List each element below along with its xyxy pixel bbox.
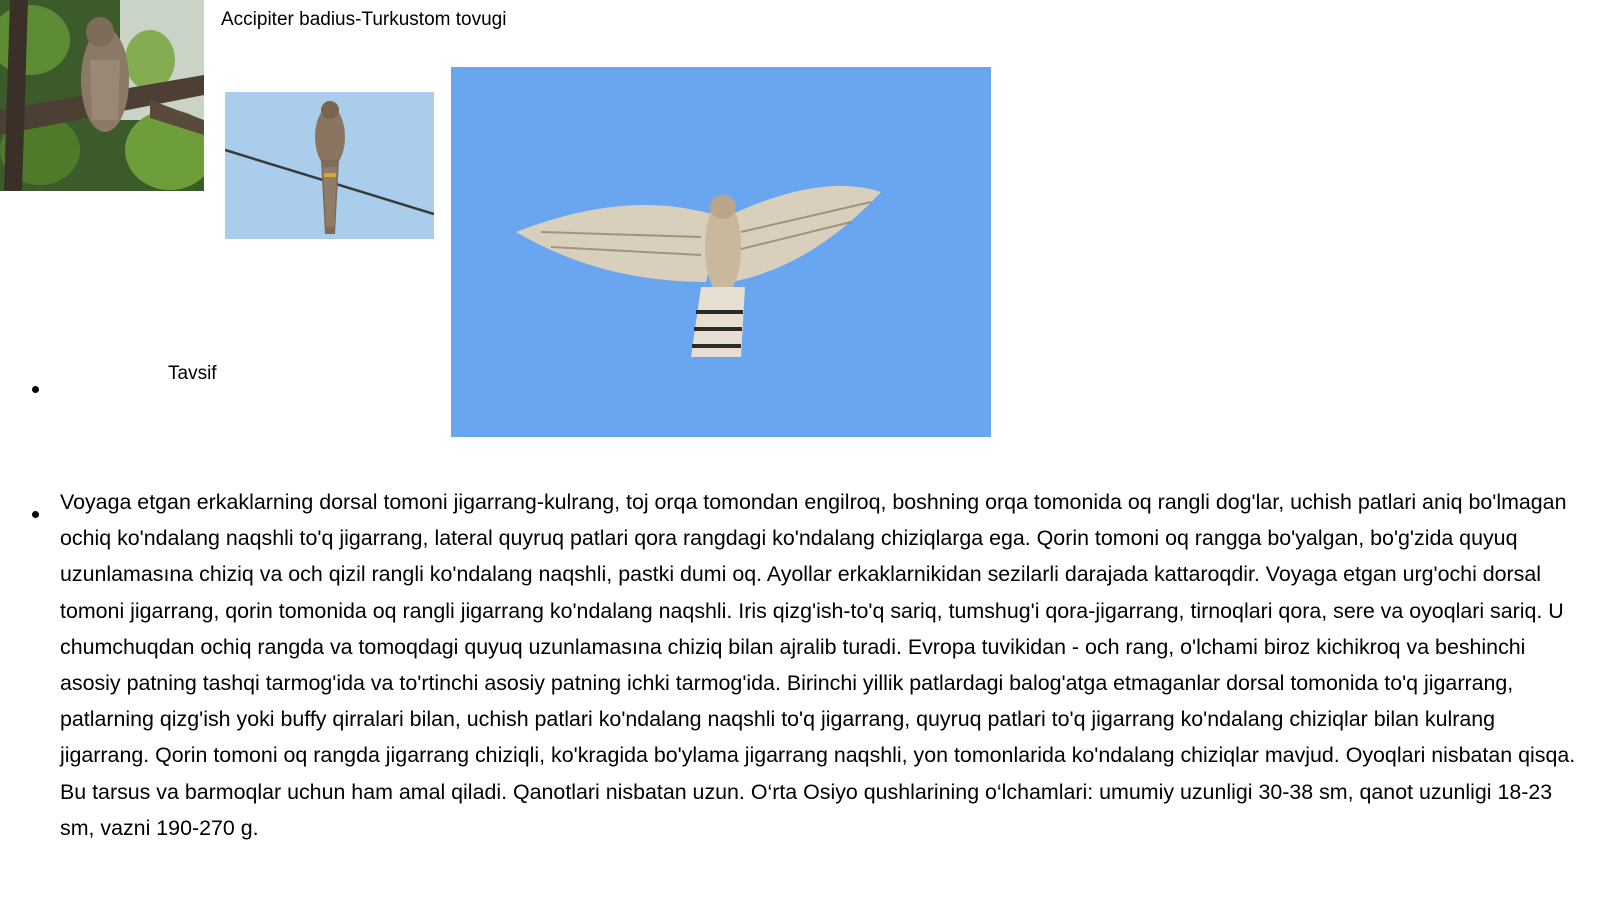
bullet-description	[32, 511, 39, 518]
hawk-on-wire-photo	[225, 92, 434, 239]
bullet-tavsif	[32, 386, 39, 393]
hawk-in-tree-photo	[0, 0, 204, 191]
page-title: Accipiter badius-Turkustom tovugi	[221, 9, 507, 30]
description-paragraph: Voyaga etgan erkaklarning dorsal tomoni jigarrang-kulrang, toj orqa tomondan engilroq, boshning orqa tomonida oq rangli dog'lar, uchish patlari aniq bo'lmagan ochiq ko'ndalang naqshli to'q jigarrang, lateral quyruq patlari qora rangdagi ko'ndalang chiziqlarga ega. Qorin tomoni oq rangga bo'yalgan, bo'g'zida quyuq uzunlamasına chiziq va och qizil rangli ko'ndalang naqshli, pastki dumi oq. Ayollar erkaklarnikidan sezilarli darajada kattaroqdir. Voyaga etgan urg'ochi dorsal tomoni jigarrang, qorin tomonida oq rangli jigarrang ko'ndalang naqshli. Iris qizg'ish-to'q sariq, tumshug'i qora-jigarrang, tirnoqlari qora, sere va oyoqlari sariq. U chumchuqdan ochiq rangda va tomoqdagi quyuq uzunlamasına chiziq bilan ajralib turadi. Evropa tuvikidan - och rang, o'lchami biroz kichikroq va beshinchi asosiy patning tashqi tarmog'ida va to'rtinchi asosiy patning ichki tarmog'ida. Birinchi yillik patlardagi balog'atga etmaganlar dorsal tomonida to'q jigarrang, patlarning qizg'ish yoki buffy qirralari bilan, uchish patlari ko'ndalang naqshli to'q jigarrang, quyruq patlari to'q jigarrang ko'ndalang chiziqlar bilan kulrang jigarrang. Qorin tomoni oq rangda jigarrang chiziqli, ko'kragida bo'ylama jigarrang naqshli, yon tomonlarida ko'ndalang chiziqlar mavjud. Oyoqlari nisbatan qisqa. Bu tarsus va barmoqlar uchun ham amal qiladi. Qanotlari nisbatan uzun. O‘rta Osiyo qushlarining o‘lchamlari: umumiy uzunligi 30-38 sm, qanot uzunligi 18-23 sm, vazni 190-270 g.	[60, 490, 1576, 840]
section-label-tavsif: Tavsif	[168, 363, 217, 384]
hawk-in-flight-photo	[451, 67, 991, 437]
